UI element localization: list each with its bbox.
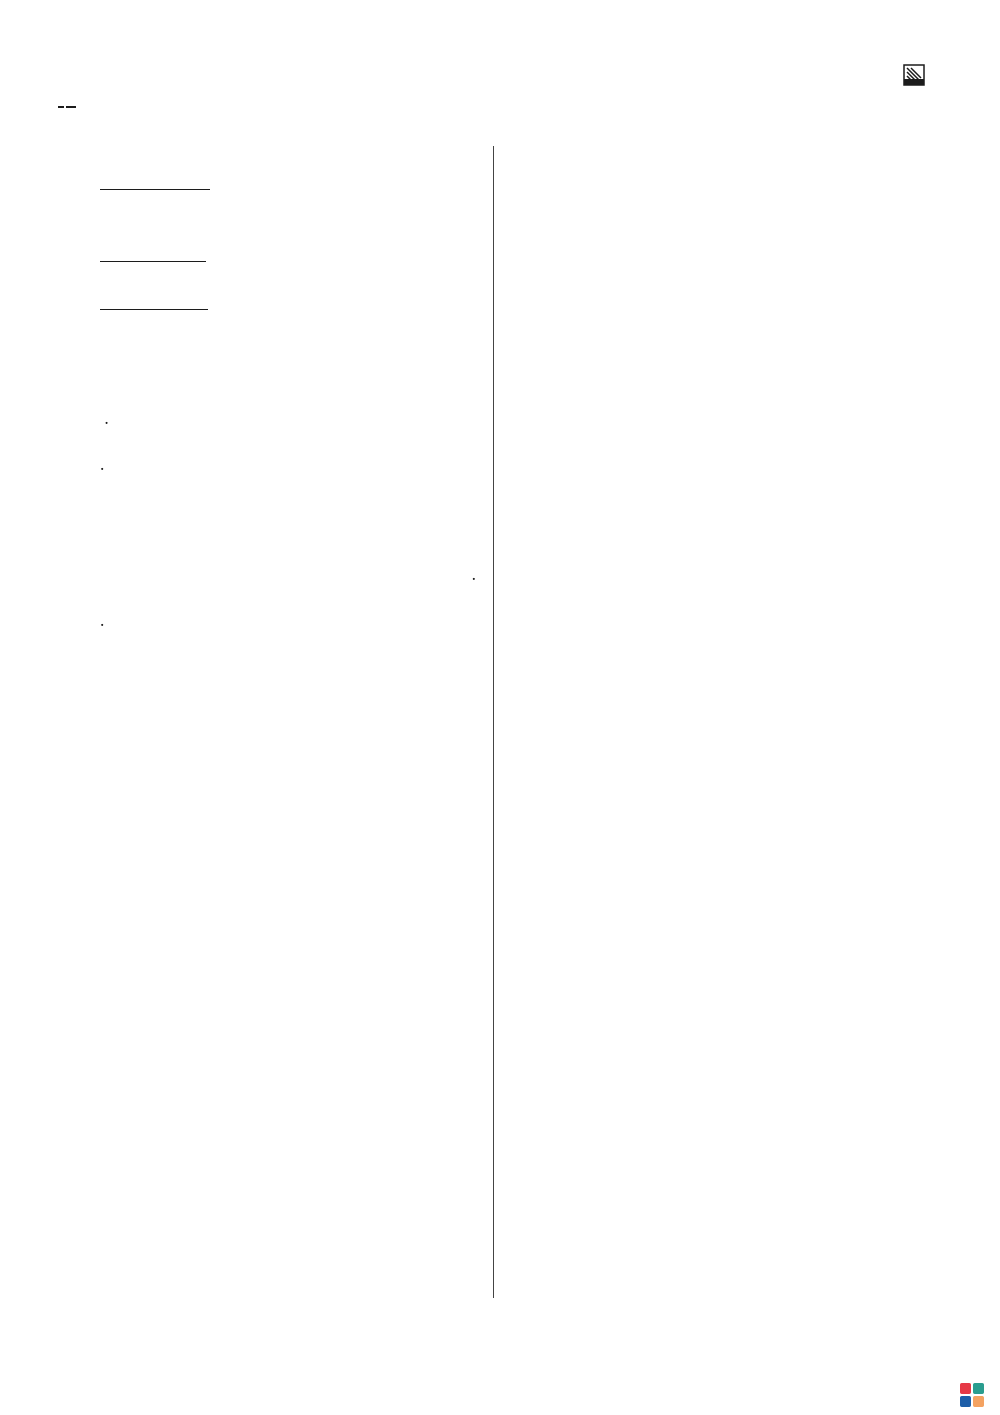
answer-blank[interactable] (100, 173, 210, 190)
pt3-badge (66, 106, 76, 108)
question-2 (60, 220, 476, 268)
book-icon (903, 64, 925, 86)
column-divider (493, 146, 494, 1298)
question-8 (516, 246, 926, 264)
question-3 (60, 292, 476, 316)
section-title-row (58, 106, 94, 108)
question-1 (60, 172, 476, 196)
question-7 (516, 206, 926, 224)
question-5: . . (100, 564, 476, 630)
liveworksheets-icon (960, 1383, 984, 1407)
question-6 (516, 166, 926, 184)
praktis-label (58, 106, 64, 108)
question-4: . . (100, 408, 109, 474)
answer-blank[interactable] (100, 293, 208, 310)
answer-blank[interactable] (100, 245, 206, 262)
page-header (879, 64, 925, 86)
left-column (60, 146, 476, 632)
liveworksheets-logo (960, 1383, 988, 1407)
right-column (516, 146, 926, 264)
